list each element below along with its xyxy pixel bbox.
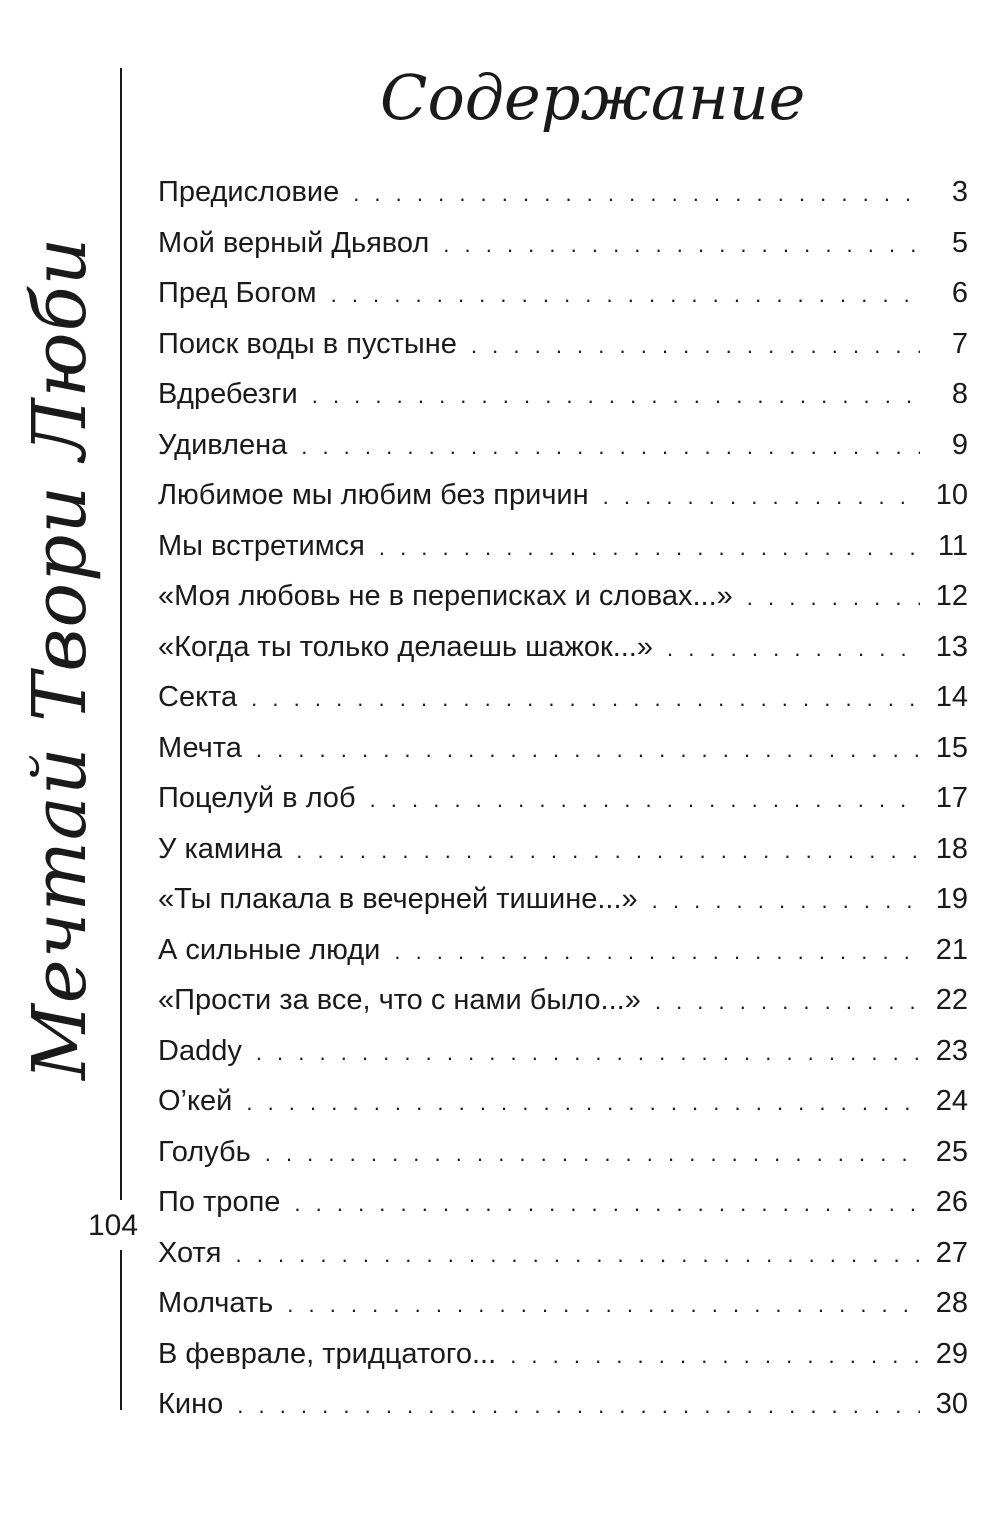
toc-entry-title: Мы встретимся — [158, 529, 365, 562]
dot-leader — [251, 674, 920, 725]
toc-entry-title: О’кей — [158, 1085, 233, 1117]
toc-entry-title: «Прости за все, что с нами было...» — [158, 984, 641, 1016]
toc-entry-page: 22 — [935, 984, 968, 1016]
dot-leader — [370, 775, 920, 826]
toc-entry-title: Удивлена — [158, 428, 288, 461]
toc-entry-page: 21 — [935, 933, 968, 966]
toc-entry-page: 26 — [935, 1186, 968, 1218]
toc-entry-title: По тропе — [158, 1186, 281, 1218]
toc-entry-title: Любимое мы любим без причин — [158, 479, 589, 511]
toc-entry-page: 3 — [951, 176, 968, 208]
dot-leader — [353, 169, 920, 220]
toc-entry-title: Пред Богом — [158, 277, 317, 309]
toc-entry-page: 7 — [951, 327, 968, 360]
toc-entry-title: Вдребезги — [158, 378, 298, 410]
toc-entry-page: 27 — [935, 1236, 968, 1269]
dot-leader — [246, 1078, 920, 1129]
dot-leader — [655, 977, 920, 1028]
toc-entry — [158, 268, 968, 319]
toc-entry-page: 10 — [935, 479, 968, 511]
dot-leader — [294, 1179, 920, 1230]
margin-rule-top — [120, 68, 122, 1200]
toc-entry-title: «Ты плакала в вечерней тишине...» — [158, 883, 638, 915]
toc-entry-title: Секта — [158, 681, 238, 713]
toc-entry-title: Поцелуй в лоб — [158, 782, 356, 814]
dot-leader — [510, 1331, 920, 1382]
table-of-contents — [158, 167, 968, 1430]
toc-entry-page: 14 — [935, 681, 968, 713]
toc-entry — [158, 622, 968, 673]
toc-entry-page: 6 — [951, 277, 968, 309]
toc-entry-title: «Когда ты только делаешь шажок...» — [158, 630, 653, 663]
dot-leader — [265, 1129, 920, 1180]
dot-leader — [652, 876, 920, 927]
toc-entry — [158, 824, 968, 875]
toc-entry — [158, 1379, 968, 1430]
toc-entry — [158, 773, 968, 824]
toc-entry — [158, 1026, 968, 1077]
dot-leader — [667, 624, 920, 675]
toc-entry-title: У камина — [158, 832, 283, 865]
dot-leader — [471, 321, 920, 372]
toc-entry — [158, 874, 968, 925]
dot-leader — [747, 573, 920, 624]
toc-entry — [158, 319, 968, 370]
dot-leader — [603, 472, 920, 523]
toc-entry-title: Голубь — [158, 1135, 251, 1168]
toc-entry-title: Кино — [158, 1388, 224, 1420]
toc-entry — [158, 975, 968, 1026]
toc-entry-page: 13 — [935, 630, 968, 663]
toc-entry-page: 30 — [935, 1388, 968, 1420]
dot-leader — [287, 1280, 920, 1331]
dot-leader — [256, 1028, 920, 1079]
dot-leader — [312, 371, 920, 422]
toc-entry-page: 25 — [935, 1135, 968, 1168]
toc-entry — [158, 1278, 968, 1329]
toc-entry — [158, 420, 968, 471]
toc-entry-page: 24 — [935, 1085, 968, 1117]
toc-entry — [158, 672, 968, 723]
toc-entry — [158, 369, 968, 420]
toc-entry — [158, 1127, 968, 1178]
toc-entry — [158, 925, 968, 976]
toc-entry — [158, 1228, 968, 1279]
toc-entry-title: Daddy — [158, 1034, 242, 1067]
toc-entry-page: 19 — [935, 883, 968, 915]
running-title: Мечтай Твори Люби — [17, 236, 103, 1080]
dot-leader — [301, 422, 920, 473]
toc-entry-page: 9 — [951, 428, 968, 461]
dot-leader — [443, 220, 920, 271]
toc-entry-page: 5 — [951, 226, 968, 259]
toc-entry-title: Мечта — [158, 731, 242, 764]
toc-entry — [158, 470, 968, 521]
toc-entry-title: Хотя — [158, 1236, 222, 1269]
toc-entry-page: 28 — [935, 1287, 968, 1319]
dot-leader — [379, 523, 920, 574]
toc-entry-page: 15 — [935, 731, 968, 764]
toc-entry — [158, 1076, 968, 1127]
toc-entry-title: Мой верный Дьявол — [158, 226, 430, 259]
page-number: 104 — [88, 1209, 139, 1242]
toc-entry — [158, 167, 968, 218]
toc-entry-title: Предисловие — [158, 176, 340, 208]
toc-entry — [158, 521, 968, 572]
toc-entry-title: А сильные люди — [158, 933, 381, 966]
dot-leader — [394, 927, 920, 978]
toc-entry — [158, 1177, 968, 1228]
toc-entry-page: 23 — [935, 1034, 968, 1067]
toc-entry-title: В феврале, тридцатого... — [158, 1337, 497, 1370]
dot-leader — [331, 270, 920, 321]
toc-entry-page: 12 — [935, 580, 968, 612]
toc-entry-title: «Моя любовь не в переписках и словах...» — [158, 580, 733, 612]
toc-entry-page: 29 — [935, 1337, 968, 1370]
dot-leader — [236, 1230, 921, 1281]
toc-entry — [158, 723, 968, 774]
dot-leader — [237, 1381, 920, 1432]
dot-leader — [296, 826, 920, 877]
dot-leader — [256, 725, 920, 776]
toc-entry-page: 8 — [951, 378, 968, 410]
toc-entry-page: 11 — [937, 529, 968, 562]
toc-entry-page: 17 — [935, 782, 968, 814]
toc-entry — [158, 1329, 968, 1380]
toc-entry — [158, 571, 968, 622]
toc-entry-page: 18 — [935, 832, 968, 865]
toc-heading: Содержание — [380, 61, 806, 134]
toc-entry-title: Молчать — [158, 1287, 274, 1319]
toc-entry — [158, 218, 968, 269]
margin-rule-bottom — [120, 1250, 122, 1410]
toc-entry-title: Поиск воды в пустыне — [158, 327, 457, 360]
